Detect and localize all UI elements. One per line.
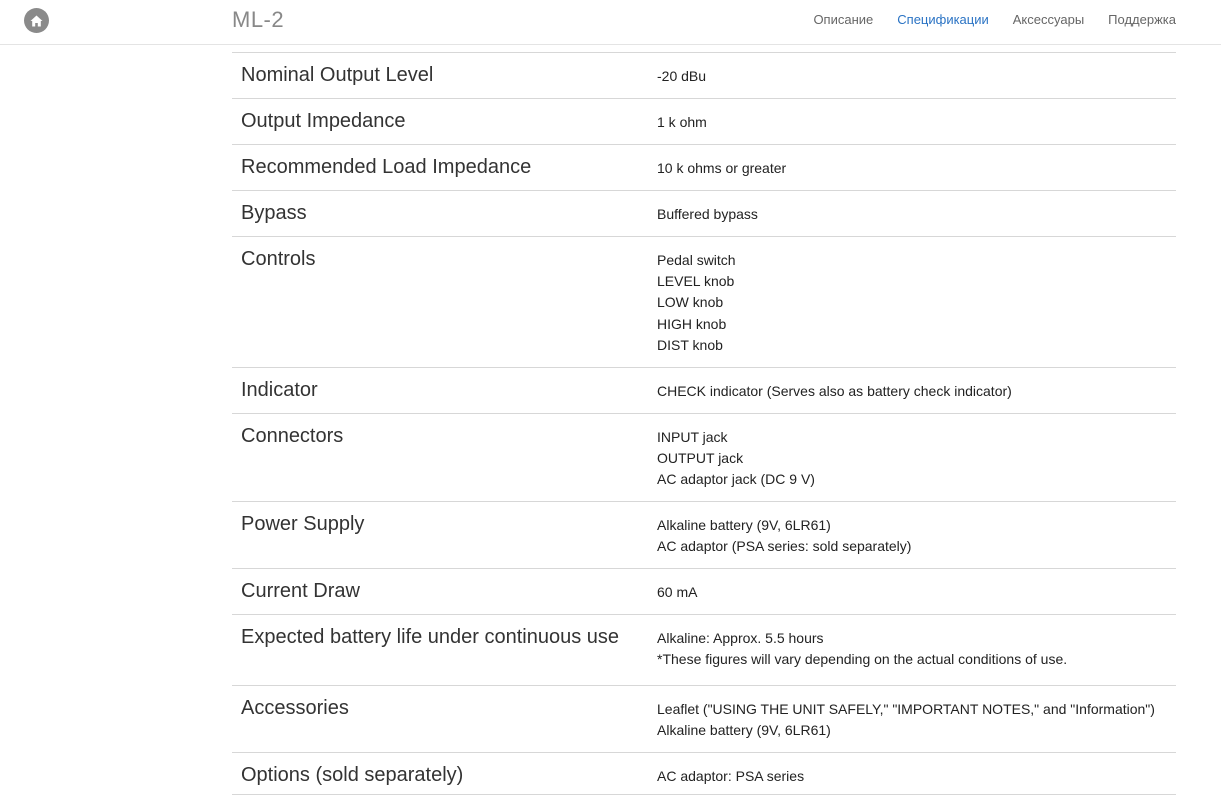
spec-label: Accessories [241, 697, 349, 719]
spec-value [657, 615, 1176, 685]
spec-value-line: INPUT jack [657, 429, 728, 445]
section-nav [789, 12, 1176, 27]
spec-label: Indicator [241, 379, 318, 401]
spec-value-line: Alkaline: Approx. 5.5 hours [657, 630, 824, 646]
spec-row [232, 53, 1176, 99]
spec-label: Options (sold separately) [241, 764, 464, 786]
spec-label: Current Draw [241, 580, 360, 602]
spec-value [657, 686, 1176, 752]
nav-tab-accessories[interactable]: Аксессуары [1012, 12, 1085, 27]
spec-row [232, 368, 1176, 414]
spec-value-line: Alkaline battery (9V, 6LR61) [657, 517, 831, 533]
spec-label: Connectors [241, 425, 344, 447]
home-button[interactable] [24, 8, 49, 33]
spec-value-line: AC adaptor (PSA series: sold separately) [657, 538, 912, 555]
spec-value [657, 191, 1176, 236]
spec-value-line: OUTPUT jack [657, 450, 744, 467]
spec-value-line: HIGH knob [657, 315, 727, 332]
spec-value [657, 237, 1176, 367]
spec-value-line: Pedal switch [657, 252, 736, 268]
spec-value-line: CHECK indicator (Serves also as battery check indicator) [657, 383, 1012, 399]
spec-row [232, 615, 1176, 686]
spec-value-line: AC adaptor jack (DC 9 V) [657, 471, 815, 488]
spec-label: Bypass [241, 202, 307, 224]
spec-value-line: 1 k ohm [657, 114, 707, 130]
spec-value-line: 10 k ohms or greater [657, 160, 787, 176]
spec-value [657, 368, 1176, 413]
spec-value [657, 753, 1176, 794]
product-title: ML-2 [232, 7, 285, 32]
spec-value-line: *These figures will vary depending on the actual conditions of use. [657, 651, 1068, 668]
spec-label: Output Impedance [241, 110, 406, 132]
spec-value-line: -20 dBu [657, 68, 707, 84]
nav-tab-description[interactable]: Описание [813, 12, 874, 27]
nav-tab-specifications[interactable]: Спецификации [897, 12, 989, 27]
spec-value [657, 569, 1176, 614]
spec-row [232, 569, 1176, 615]
spec-value [657, 414, 1176, 501]
spec-label: Nominal Output Level [241, 64, 434, 86]
spec-label: Power Supply [241, 513, 365, 535]
spec-value-line: Alkaline battery (9V, 6LR61) [657, 722, 831, 739]
spec-row [232, 99, 1176, 145]
spec-value-line: 60 mA [657, 584, 698, 600]
spec-row [232, 191, 1176, 237]
spec-value-line: LEVEL knob [657, 273, 735, 290]
spec-row [232, 414, 1176, 502]
spec-label: Expected battery life under continuous use [241, 626, 620, 648]
home-icon [30, 15, 43, 27]
spec-row [232, 686, 1176, 753]
spec-row [232, 237, 1176, 368]
spec-value-line: DIST knob [657, 336, 723, 353]
spec-value [657, 99, 1176, 144]
spec-value-line: LOW knob [657, 294, 724, 311]
top-bar [0, 0, 1221, 45]
spec-value-line: Buffered bypass [657, 206, 758, 222]
spec-label: Recommended Load Impedance [241, 156, 532, 178]
spec-value [657, 502, 1176, 568]
specifications-table [232, 52, 1176, 795]
spec-row [232, 145, 1176, 191]
spec-value [657, 53, 1176, 98]
spec-row [232, 502, 1176, 569]
spec-value-line: Leaflet ("USING THE UNIT SAFELY," "IMPORTANT NOTES," and "Information") [657, 701, 1155, 717]
spec-value [657, 145, 1176, 190]
spec-row [232, 753, 1176, 795]
spec-label: Controls [241, 248, 316, 270]
spec-value-line: AC adaptor: PSA series [657, 768, 805, 784]
nav-tab-support[interactable]: Поддержка [1108, 12, 1176, 27]
